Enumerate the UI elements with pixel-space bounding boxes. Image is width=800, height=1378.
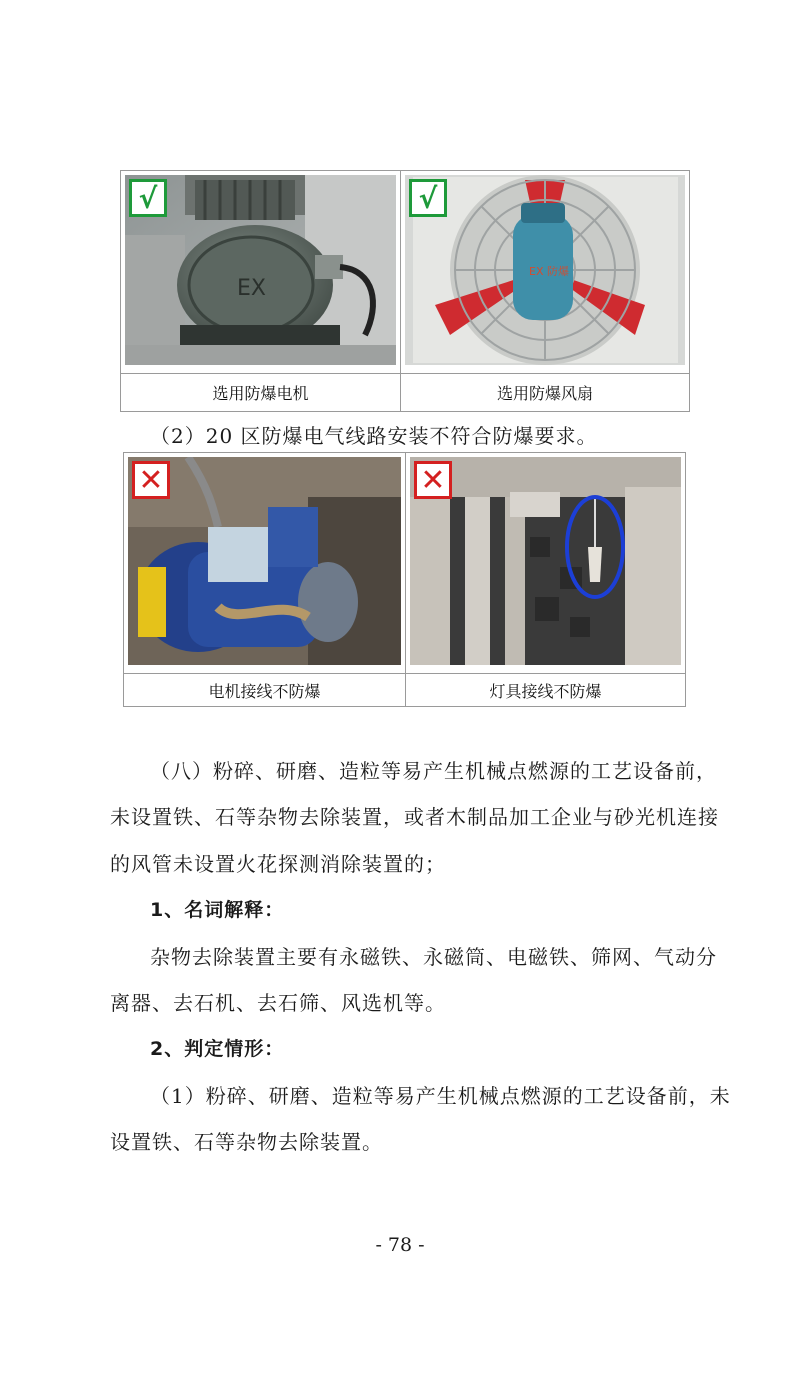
heading-term-definition: 1、名词解释： [150,899,285,921]
photo-lamp-wiring [410,457,681,669]
paragraph-terms-line-1: 杂物去除装置主要有永磁铁、永磁筒、电磁铁、筛网、气动分 [150,945,717,969]
paragraph-main-line-3: 的风管未设置火花探测消除装置的； [110,852,446,876]
paragraph-main-line-2: 未设置铁、石等杂物去除装置，或者木制品加工企业与砂光机连接 [110,805,719,829]
section-note: （2）20 区防爆电气线路安装不符合防爆要求。 [150,424,598,448]
figure-correct-table [120,170,690,412]
fan-ex-label: EX 防爆 [529,265,569,278]
figure-incorrect-table [123,452,686,707]
caption-motor-wiring: 电机接线不防爆 [124,674,406,707]
check-mark-icon: √ [409,179,447,217]
paragraph-case-line-1: （1）粉碎、研磨、造粒等易产生机械点燃源的工艺设备前，未 [150,1084,731,1108]
caption-lamp-wiring: 灯具接线不防爆 [406,674,686,707]
paragraph-case-line-2: 设置铁、石等杂物去除装置。 [110,1130,383,1154]
caption-explosion-proof-fan: 选用防爆风扇 [401,374,690,412]
motor-ex-marking: EX [237,276,266,301]
paragraph-terms-line-2: 离器、去石机、去石筛、风选机等。 [110,991,446,1015]
photo-motor-wiring [128,457,401,669]
paragraph-main-line-1: （八）粉碎、研磨、造粒等易产生机械点燃源的工艺设备前， [150,759,717,783]
check-mark-icon: √ [129,179,167,217]
caption-explosion-proof-motor: 选用防爆电机 [121,374,401,412]
photo-explosion-proof-motor [125,175,396,369]
heading-determination: 2、判定情形： [150,1038,285,1060]
photo-explosion-proof-fan [405,175,685,369]
cross-mark-icon: ✕ [132,461,170,499]
cross-mark-icon: ✕ [414,461,452,499]
page-number: - 78 - [375,1234,425,1256]
